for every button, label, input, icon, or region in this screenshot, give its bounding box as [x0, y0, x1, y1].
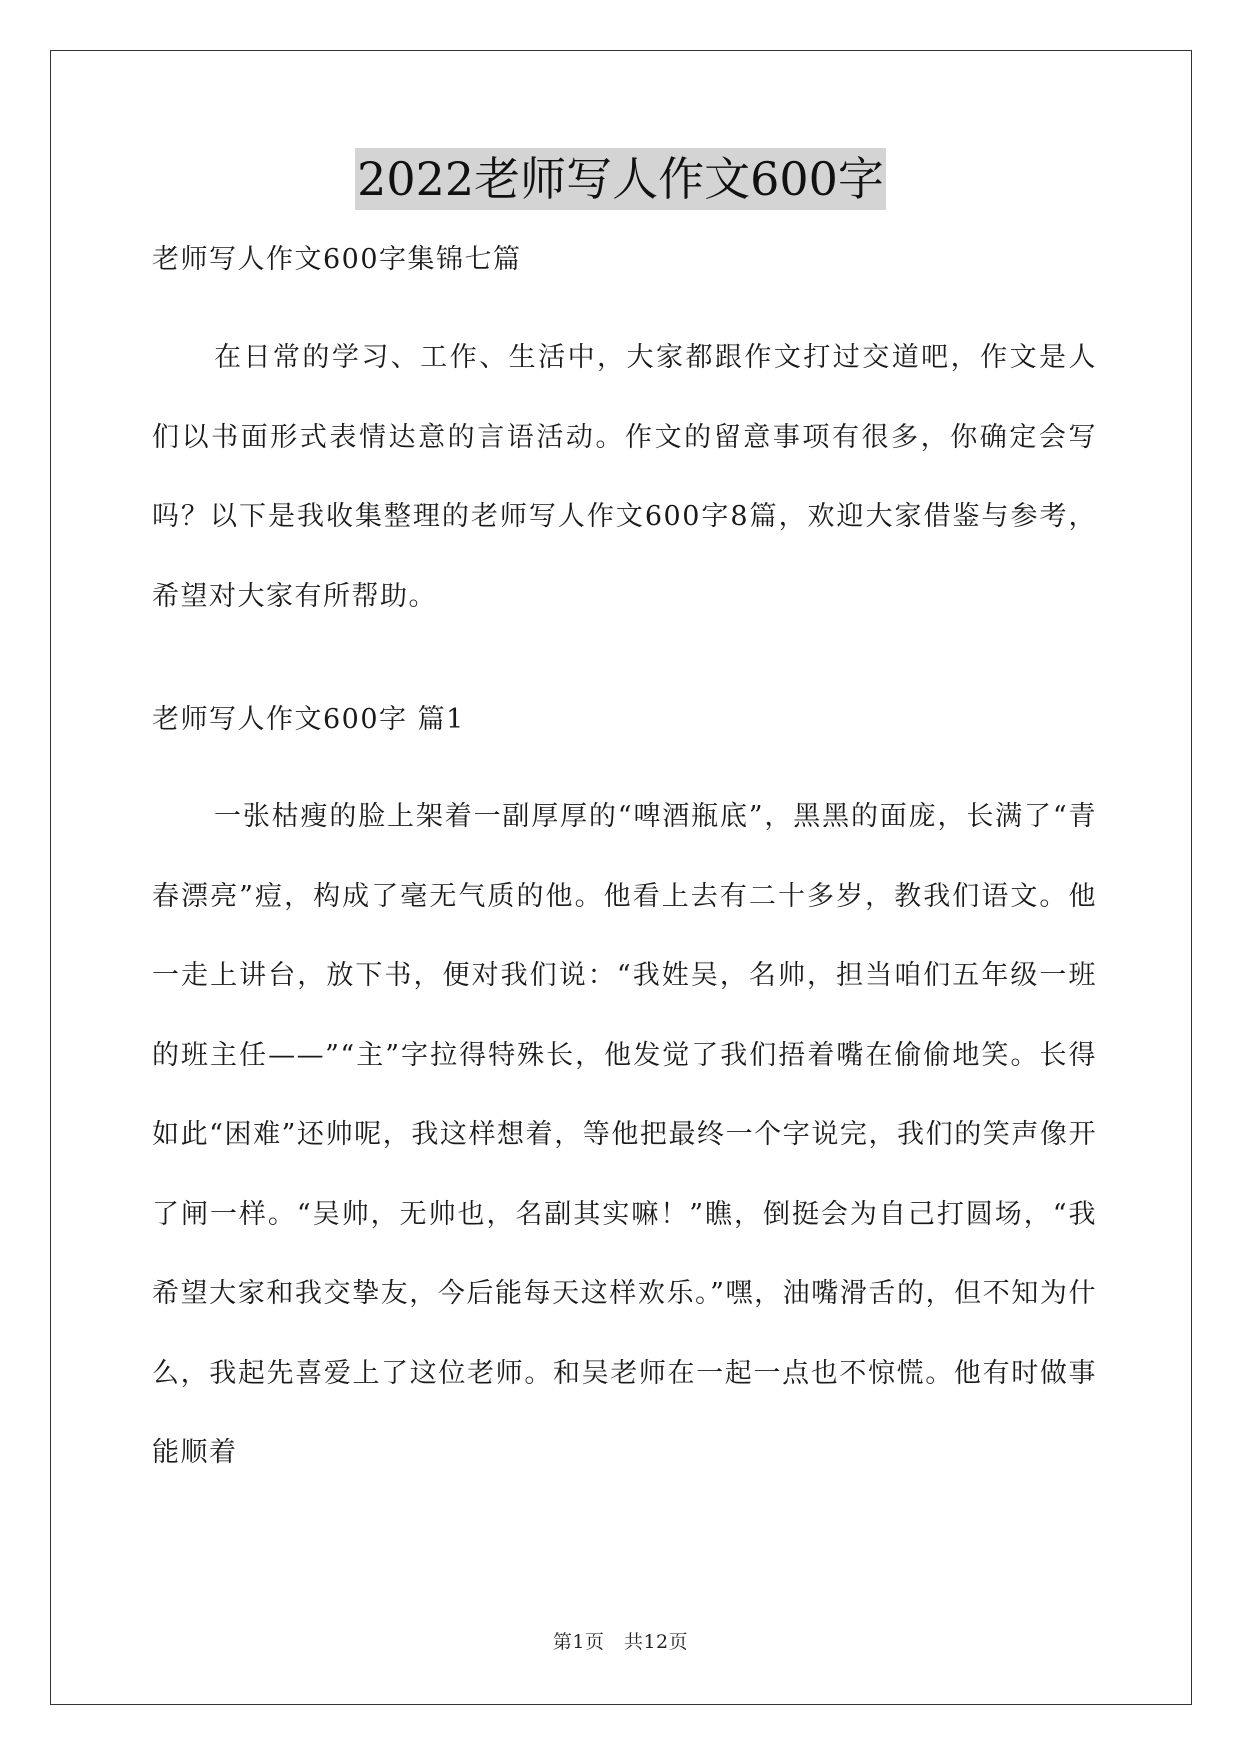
title-wrap — [0, 148, 1241, 210]
section-paragraph: 一张枯瘦的脸上架着一副厚厚的“啤酒瓶底”，黑黑的面庞，长满了“青春漂亮”痘，构成了毫无气质的他。他看上去有二十多岁，教我们语文。他一走上讲台，放下书，便对我们说：“我姓吴，名帅，担当咱们五年级一班的班主任——”“主”字拉得特殊长，他发觉了我们捂着嘴在偷偷地笑。长得如此“困难”还帅呢，我这样想着，等他把最终一个字说完，我们的笑声像开了闸一样。“吴帅，无帅也，名副其实嘛！”瞧，倒挺会为自己打圆场，“我希望大家和我交挚友，今后能每天这样欢乐。”嘿，油嘴滑舌的，但不知为什么，我起先喜爱上了这位老师。和吴老师在一起一点也不惊慌。他有时做事能顺着 — [152, 801, 1097, 1468]
page-footer: 第1页 共12页 — [552, 1631, 689, 1653]
page-title: 2022老师写人作文600字 — [355, 148, 886, 210]
collection-subtitle: 老师写人作文600字集锦七篇 — [152, 244, 522, 275]
document-body — [152, 238, 1097, 1493]
intro-paragraph: 在日常的学习、工作、生活中，大家都跟作文打过交道吧，作文是人们以书面形式表情达意的言语活动。作文的留意事项有很多，你确定会写吗？以下是我收集整理的老师写人作文600字8篇，欢迎大家借鉴与参考，希望对大家有所帮助。 — [152, 342, 1097, 612]
section-heading: 老师写人作文600字 篇1 — [152, 704, 465, 735]
